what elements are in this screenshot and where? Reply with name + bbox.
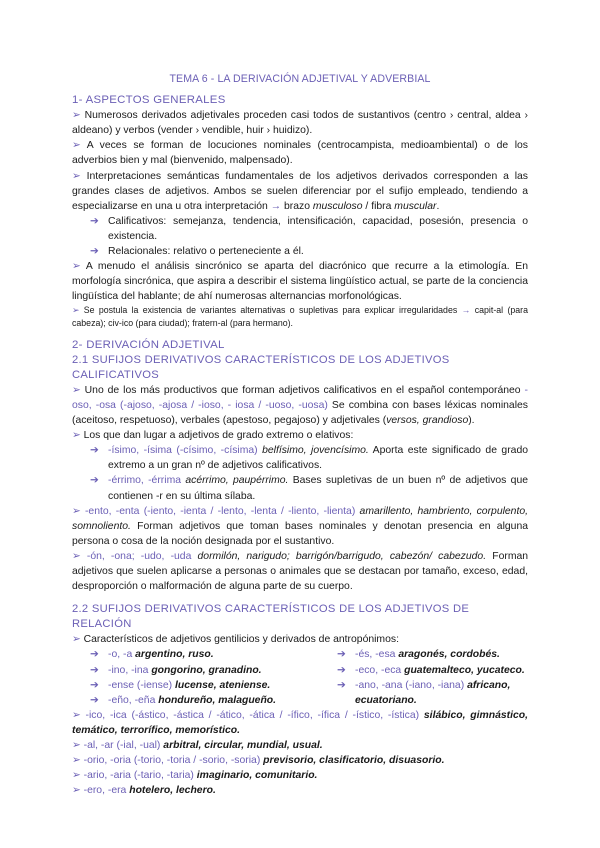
sub-arrow-icon: ➔	[90, 664, 99, 676]
list-item: ➔ -ense (-iense) lucense, ateniense.	[72, 678, 337, 693]
sub-item-isimo: ➔ -ísimo, -ísima (-císimo, -císima) belfísimo, jovencísimo. Aporta este significado de grado extremo a un gran nº de adjetivos calificativos.	[90, 445, 529, 472]
paragraph-ario: ➢ -ario, -aria (-tario, -taria) imaginario, comunitario.	[72, 770, 318, 782]
arrow-bullet-icon: ➢	[72, 430, 81, 442]
sub-arrow-icon: ➔	[337, 664, 346, 676]
list-item: ➔ -és, -esa aragonés, cordobés.	[337, 647, 528, 662]
right-arrow-icon: →	[461, 305, 471, 316]
arrow-bullet-icon: ➢	[72, 140, 81, 152]
paragraph-oso: ➢ Uno de los más productivos que forman adjetivos calificativos en el español contemporáneo -oso, -osa (-ajoso, -ajosa / -ioso, - iosa / -uoso, -uosa) Se combina con bases léxicas nominales (aceitoso, respetuoso), verbales (apestoso, pegajoso) y adjetivales (versos, grandioso).	[72, 384, 528, 427]
arrow-bullet-icon: ➢	[72, 785, 81, 797]
paragraph-ento: ➢ -ento, -enta (-iento, -ienta / -lento, -lenta / -liento, -lienta) amarillento, hambriento, corpulento, somnoliento. Forman adjetivos que toman bases nominales y denotan presencia en alguna persona o cosa de la noción designada por el sustantivo.	[72, 505, 529, 547]
document-title: TEMA 6 - LA DERIVACIÓN ADJETIVAL Y ADVERBIAL	[169, 73, 431, 85]
arrow-bullet-icon: ➢	[72, 305, 80, 316]
paragraph-derivados: ➢ Numerosos derivados adjetivales proceden casi todos de sustantivos (centro › central, aldea › aldeano) y verbos (vender › vendible, huir › huidizo).	[72, 110, 529, 137]
sub-arrow-icon: ➔	[337, 649, 346, 661]
paragraph-ero: ➢ -ero, -era hotelero, lechero.	[72, 785, 216, 797]
paragraph-orio: ➢ -orio, -oria (-torio, -toria / -sorio, -soria) previsorio, clasificatorio, disuasorio.	[72, 755, 445, 767]
document-page	[72, 72, 528, 798]
gentilicios-grid	[72, 647, 528, 707]
arrow-bullet-icon: ➢	[72, 740, 81, 752]
section-heading-aspectos: 1- ASPECTOS GENERALES	[72, 94, 226, 107]
list-item: ➔ -eco, -eca guatemalteco, yucateco.	[337, 663, 528, 678]
list-item: ➔ -eño, -eña hondureño, malagueño.	[72, 693, 337, 708]
sub-arrow-icon: ➔	[90, 475, 99, 487]
sub-arrow-icon: ➔	[90, 694, 99, 706]
paragraph-al: ➢ -al, -ar (-ial, -ual) arbitral, circular, mundial, usual.	[72, 740, 323, 752]
arrow-bullet-icon: ➢	[72, 505, 81, 517]
section-heading-derivacion: 2- DERIVACIÓN ADJETIVAL	[72, 338, 225, 351]
arrow-bullet-icon: ➢	[72, 170, 81, 182]
paragraph-on-udo: ➢ -ón, -ona; -udo, -uda dormilón, narigudo; barrigón/barrigudo, cabezón/ cabezudo. Forman adjetivos que suelen aplicarse a personas o animales que se destacan por tamaño, exceso, edad, desproporción o malformación de alguna parte de su cuerpo.	[72, 550, 529, 593]
subsection-heading-relacion: 2.2 SUFIJOS DERIVATIVOS CARACTERÍSTICOS DE LOS ADJETIVOS DE RELACIÓN	[72, 603, 470, 631]
right-arrow-icon: →	[270, 200, 282, 212]
arrow-bullet-icon: ➢	[72, 755, 81, 767]
paragraph-sincronico: ➢ A menudo el análisis sincrónico se aparta del diacrónico que recurre a la etimología. En morfología sincrónica, que aspira a describir el sistema lingüístico actual, se parte de la conciencia lingüística del hablante; de ahí numerosas alternancias morfonológicas.	[72, 261, 528, 303]
arrow-bullet-icon: ➢	[72, 384, 81, 396]
paragraph-variantes: ➢ Se postula la existencia de variantes alternativas o supletivas para explicar irregularidades → capit-al (para cabeza); civ-ico (para ciudad); fratern-al (para hermano).	[72, 305, 528, 328]
sub-arrow-icon: ➔	[337, 679, 346, 691]
sub-arrow-icon: ➔	[90, 445, 99, 457]
sub-arrow-icon: ➔	[90, 679, 99, 691]
paragraph-ico: ➢ -ico, -ica (-ástico, -ástica / -ático, -ática / -ífico, -ífica / -ístico, -ística) silábico, gimnástico, temático, terrorífico, memorístico.	[72, 709, 529, 736]
sub-item-relacionales: ➔ Relacionales: relativo o perteneciente a él.	[90, 244, 528, 259]
arrow-bullet-icon: ➢	[72, 550, 81, 562]
arrow-bullet-icon: ➢	[72, 261, 81, 273]
list-item: ➔ -ino, -ina gongorino, granadino.	[72, 663, 337, 678]
arrow-bullet-icon: ➢	[72, 110, 81, 122]
sub-arrow-icon: ➔	[90, 246, 99, 258]
paragraph-elativos: ➢ Los que dan lugar a adjetivos de grado extremo o elativos:	[72, 430, 354, 442]
sub-item-calificativos: ➔ Calificativos: semejanza, tendencia, intensificación, capacidad, posesión, presencia o existencia.	[90, 215, 528, 242]
subsection-heading-calificativos: 2.1 SUFIJOS DERIVATIVOS CARACTERÍSTICOS DE LOS ADJETIVOS CALIFICATIVOS	[72, 353, 450, 381]
arrow-bullet-icon: ➢	[72, 634, 81, 646]
list-item: ➔ -ano, -ana (-iano, -iana) africano, ecuatoriano.	[337, 679, 511, 706]
paragraph-gentilicios: ➢ Característicos de adjetivos gentilicios y derivados de antropónimos:	[72, 634, 399, 646]
paragraph-interpretaciones: ➢ Interpretaciones semánticas fundamentales de los adjetivos derivados corresponden a las grandes clases de adjetivos. Ambos se suelen diferenciar por el sufijo empleado, tendiendo a especializarse en una u otra interpretación → brazo musculoso / fibra muscular.	[72, 170, 528, 212]
paragraph-locuciones: ➢ A veces se forman de locuciones nominales (centrocampista, medioambiental) o de los adverbios bien y mal (bienvenido, malpensado).	[72, 140, 528, 167]
sub-item-errimo: ➔ -érrimo, -érrima acérrimo, paupérrimo. Bases supletivas de un buen nº de adjetivos que contienen -r en su última sílaba.	[90, 475, 529, 502]
arrow-bullet-icon: ➢	[72, 770, 81, 782]
arrow-bullet-icon: ➢	[72, 709, 81, 721]
list-item: ➔ -o, -a argentino, ruso.	[72, 647, 337, 662]
sub-arrow-icon: ➔	[90, 215, 99, 227]
sub-arrow-icon: ➔	[90, 649, 99, 661]
